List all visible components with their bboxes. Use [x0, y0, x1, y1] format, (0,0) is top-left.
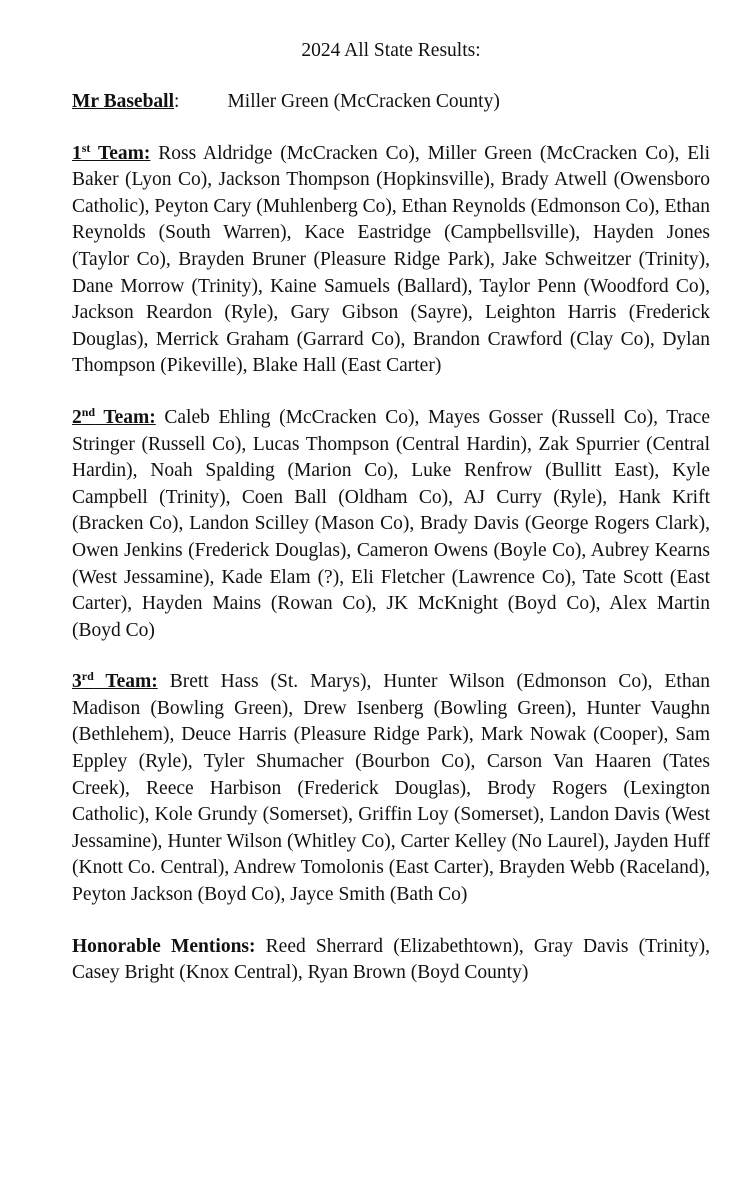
second-team-players: Caleb Ehling (McCracken Co), Mayes Gosser (Russell Co), Trace Stringer (Russell Co), Lucas Thompson (Central Hardin), Zak Spurrier (Central Hardin), Noah Spalding (Marion Co), Luke Renfrow (Bullitt East), Kyle Campbell (Trinity), Coen Ball (Oldham Co), AJ Curry (Ryle), Hank Krift (Bracken Co), Landon Scilley (Mason Co), Brady Davis (George Rogers Clark), Owen Jenkins (Frederick Douglas), Cameron Owens (Boyle Co), Aubrey Kearns (West Jessamine), Kade Elam (?), Eli Fletcher (Lawrence Co), Tate Scott (East Carter), Hayden Mains (Rowan Co), JK McKnight (Boyd Co), Alex Martin (Boyd Co) — [72, 406, 710, 641]
mr-baseball-label: Mr Baseball — [72, 91, 175, 112]
honorable-mentions-players: Reed Sherrard (Elizabethtown), Gray Davis (Trinity), Casey Bright (Knox Central), Ryan Brown (Boyd County) — [72, 935, 710, 984]
third-team-ordinal: 3 — [72, 671, 82, 693]
first-team-players: Ross Aldridge (McCracken Co), Miller Green (McCracken Co), Eli Baker (Lyon Co), Jackson Thompson (Hopkinsville), Brady Atwell (Owensboro Catholic), Peyton Cary (Muhlenberg Co), Ethan Reynolds (Edmonson Co), Ethan Reynolds (South Warren), Kace Eastridge (Campbellsville), Hayden Jones (Taylor Co), Brayden Bruner (Pleasure Ridge Park), Jake Schweitzer (Trinity), Dane Morrow (Trinity), Kaine Samuels (Ballard), Taylor Penn (Woodford Co), Jackson Reardon (Ryle), Gary Gibson (Sayre), Leighton Harris (Frederick Douglas), Merrick Graham (Garrard Co), Brandon Crawford (Clay Co), Dylan Thompson (Pikeville), Blake Hall (East Carter) — [72, 142, 711, 377]
second-team-ordinal: 2 — [72, 406, 82, 428]
document-page — [72, 38, 710, 1012]
third-team-ordinal-suffix: rd — [81, 669, 94, 684]
mr-baseball-row — [72, 89, 710, 116]
first-team-label-text: Team: — [90, 142, 151, 164]
second-team-ordinal-suffix: nd — [81, 404, 96, 419]
second-team-section — [72, 405, 710, 644]
first-team-ordinal: 1 — [72, 142, 82, 164]
third-team-label-text: Team: — [93, 671, 158, 693]
first-team-label — [72, 140, 151, 164]
third-team-label — [72, 671, 158, 692]
third-team-section — [72, 669, 710, 908]
second-team-label — [72, 404, 156, 428]
honorable-mentions-label: Honorable Mentions: — [72, 935, 256, 957]
second-team-label-text: Team: — [95, 406, 156, 428]
honorable-mentions-section — [72, 934, 710, 987]
mr-baseball-colon: : — [174, 91, 180, 112]
mr-baseball-name: Miller Green (McCracken County) — [227, 91, 500, 112]
first-team-section — [72, 141, 710, 380]
page-title: 2024 All State Results: — [301, 40, 481, 61]
first-team-ordinal-suffix: st — [81, 140, 91, 155]
third-team-players: Brett Hass (St. Marys), Hunter Wilson (Edmonson Co), Ethan Madison (Bowling Green), Drew Isenberg (Bowling Green), Hunter Vaughn (Bethlehem), Deuce Harris (Pleasure Ridge Park), Mark Nowak (Cooper), Sam Eppley (Ryle), Tyler Shumacher (Bourbon Co), Carson Van Haaren (Tates Creek), Reece Harbison (Frederick Douglas), Brody Rogers (Lexington Catholic), Kole Grundy (Somerset), Griffin Loy (Somerset), Landon Davis (West Jessamine), Hunter Wilson (Whitley Co), Carter Kelley (No Laurel), Jayden Huff (Knott Co. Central), Andrew Tomolonis (East Carter), Brayden Webb (Raceland), Peyton Jackson (Boyd Co), Jayce Smith (Bath Co) — [72, 671, 710, 906]
